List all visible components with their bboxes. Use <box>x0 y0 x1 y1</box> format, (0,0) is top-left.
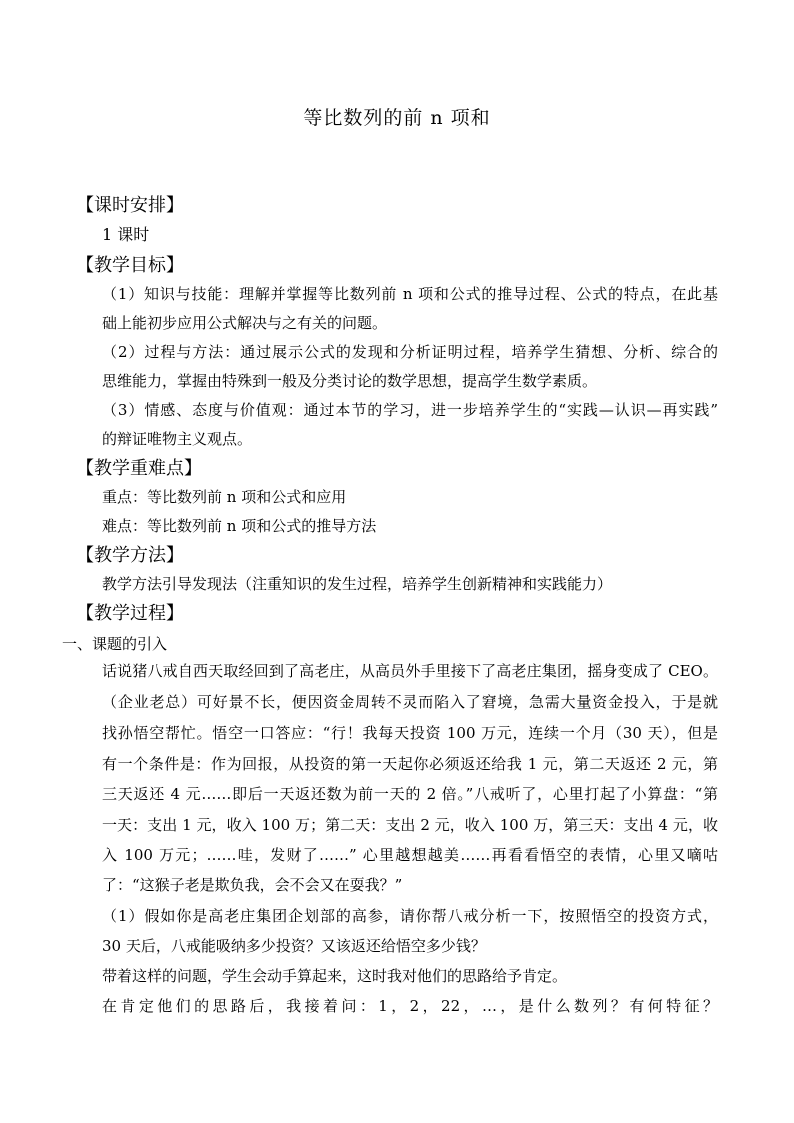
heading-objectives: 【教学目标】 <box>76 255 184 276</box>
objective-2-line-1: （2）过程与方法：通过展示公式的发现和分析证明过程，培养学生猜想、分析、综合的 <box>102 343 718 361</box>
objective-3-line-2: 的辩证唯物主义观点。 <box>102 430 253 448</box>
question-1-line-2: 30 天后，八戒能吸纳多少投资？又该返还给悟空多少钱？ <box>102 937 486 955</box>
story-line-2: （企业老总）可好景不长，便因资金周转不灵而陷入了窘境，急需大量资金投入，于是就 <box>102 693 718 711</box>
heading-schedule: 【课时安排】 <box>76 195 184 216</box>
key-point: 重点：等比数列前 n 项和公式和应用 <box>102 488 347 506</box>
schedule-content: 1 课时 <box>102 225 150 244</box>
story-line-6: 一天：支出 1 元，收入 100 万；第二天：支出 2 元，收入 100 万，第三天：支出 4 元，收 <box>102 816 718 834</box>
story-line-7: 入 100 万元；……哇，发财了……” 心里越想越美……再看看悟空的表情，心里又嘀咕 <box>102 846 718 864</box>
heading-key-points: 【教学重难点】 <box>76 458 202 479</box>
methods-content: 教学方法引导发现法（注重知识的发生过程，培养学生创新精神和实践能力） <box>102 575 613 593</box>
difficulty-point: 难点：等比数列前 n 项和公式的推导方法 <box>102 517 377 535</box>
story-line-8: 了：“这猴子老是欺负我，会不会又在耍我？” <box>102 876 403 894</box>
question-1-line-4: 在肯定他们的思路后，我接着问：1，2，22，…，是什么数列？有何特征？ <box>102 997 718 1015</box>
heading-methods: 【教学方法】 <box>76 545 184 566</box>
story-line-1: 话说猪八戒自西天取经回到了高老庄，从高员外手里接下了高老庄集团，摇身变成了 CEO。 <box>102 662 718 680</box>
page-title: 等比数列的前 n 项和 <box>303 107 491 129</box>
question-1-line-3: 带着这样的问题，学生会动手算起来，这时我对他们的思路给予肯定。 <box>102 967 568 985</box>
story-line-4: 有一个条件是：作为回报，从投资的第一天起你必须返还给我 1 元，第二天返还 2 元，第 <box>102 755 718 773</box>
question-1-line-1: （1）假如你是高老庄集团企划部的高参，请你帮八戒分析一下，按照悟空的投资方式， <box>102 907 718 925</box>
objective-2-line-2: 思维能力，掌握由特殊到一般及分类讨论的数学思想，提高学生数学素质。 <box>102 372 598 390</box>
objective-1-line-1: （1）知识与技能：理解并掌握等比数列前 n 项和公式的推导过程、公式的特点，在此基 <box>102 285 718 303</box>
heading-process: 【教学过程】 <box>76 603 184 624</box>
objective-3-line-1: （3）情感、态度与价值观：通过本节的学习，进一步培养学生的“实践—认识—再实践” <box>102 401 718 419</box>
story-line-3: 找孙悟空帮忙。悟空一口答应：“行！我每天投资 100 万元，连续一个月（30 天），但是 <box>102 724 718 742</box>
subheading-introduction: 一、课题的引入 <box>62 635 168 653</box>
story-line-5: 三天返还 4 元……即后一天返还数为前一天的 2 倍。”八戒听了，心里打起了小算盘：“第 <box>102 785 718 803</box>
objective-1-line-2: 础上能初步应用公式解决与之有关的问题。 <box>102 314 388 332</box>
